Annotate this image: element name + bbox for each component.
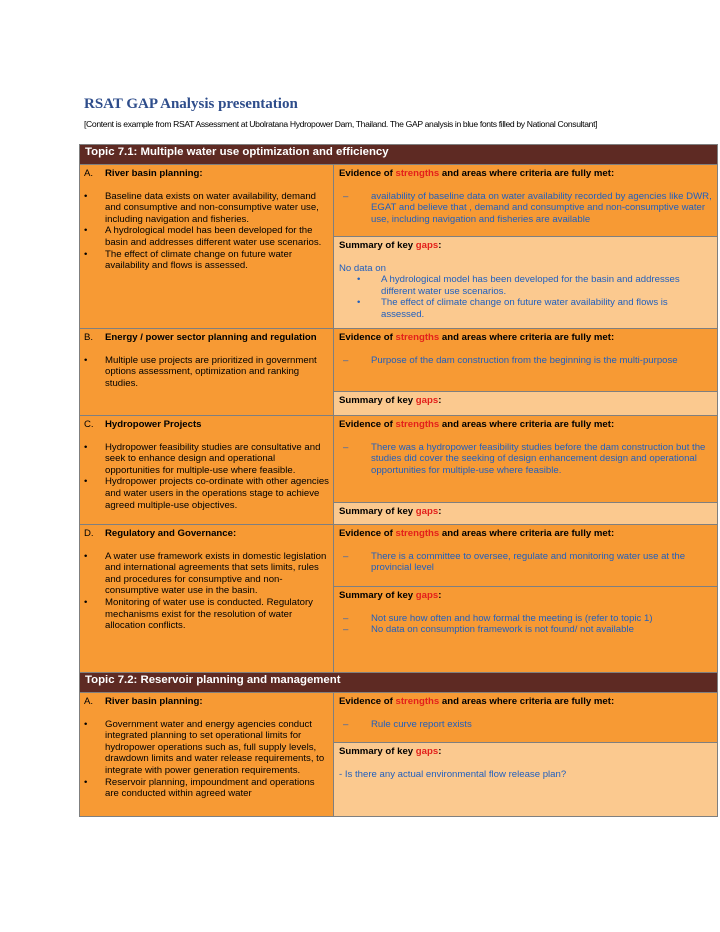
evidence-cell: Evidence of strengths and areas where criteria are fully met: – There is a committee to oversee, regulate and monitoring water use at the provincial level <box>334 525 718 587</box>
page-title: RSAT GAP Analysis presentation <box>84 96 298 112</box>
criteria-item: • Reservoir planning, impoundment and operations are conducted within agreed water <box>84 776 315 800</box>
gaps-cell: Summary of key gaps: – Not sure how often and how formal the meeting is (refer to topic 1) – No data on consumption framework is not found/ not available <box>334 587 718 673</box>
criteria-cell: A. River basin planning: • Government water and energy agencies conduct integrated planning to set operational limits for hydropower operations such as, full supply levels, drawdown limits and water release requirements, to integrate with power generation requirements. • Reservoir planning, impoundment and operations are conducted within agreed water <box>80 693 334 817</box>
topic-title: Topic 7.2: Reservoir planning and management <box>80 673 718 693</box>
evidence-cell: Evidence of strengths and areas where criteria are fully met: – Purpose of the dam construction from the beginning is the multi-purpose <box>334 329 718 392</box>
criteria-item: • Hydropower projects co-ordinate with other agencies and water users in the operations stage to achieve agreed multiple-use objectives. <box>84 476 329 511</box>
criteria-item: • The effect of climate change on future water availability and flows is assessed. <box>84 248 293 272</box>
topic-title: Topic 7.1: Multiple water use optimization and efficiency <box>80 145 718 165</box>
criteria-cell: D. Regulatory and Governance: • A water use framework exists in domestic legislation and international agreements that sets limits, rules and procedures for consumptive and non-consumptive water use in the basin. • Monitoring of water use is conducted. Regulatory mechanisms exist for the resolution of water allocation conflicts. <box>80 525 334 673</box>
gaps-cell <box>334 237 718 329</box>
evidence-cell: Evidence of strengths and areas where criteria are fully met: – There was a hydropower feasibility studies before the dam construction but the studies did cover the seeking of design enhancement design and operational opportunities for multiple-use where feasible. <box>334 416 718 503</box>
evidence-item: – There is a committee to oversee, regulate and monitoring water use at the provincial level <box>343 550 686 574</box>
evidence-heading: Evidence of strengths and areas where criteria are fully met: <box>339 168 615 179</box>
evidence-item: – availability of baseline data on water availability recorded by agencies like DWR, EGAT and believe that , demand and consumptive and non-consumptive water use, including navigation and fisheries are available <box>343 190 712 225</box>
criteria-cell: B. Energy / power sector planning and regulation • Multiple use projects are prioritized in government options assessment, optimization and ranking studies. <box>80 329 334 416</box>
section-heading: River basin planning: <box>105 168 203 179</box>
section-heading: River basin planning: <box>105 696 203 707</box>
gap-item: – Not sure how often and how formal the meeting is (refer to topic 1) <box>343 612 653 624</box>
evidence-item: – There was a hydropower feasibility studies before the dam construction but the studies did cover the seeking of design enhancement design and operational opportunities for multiple-use where feasible. <box>343 441 706 476</box>
topic-header <box>80 145 718 165</box>
criteria-item: • Monitoring of water use is conducted. Regulatory mechanisms exist for the resolution of water allocation conflicts. <box>84 596 313 632</box>
evidence-cell: Evidence of strengths and areas where criteria are fully met: – Rule curve report exists <box>334 693 718 743</box>
criteria-item: • A hydrological model has been developed for the basin and addresses different water use scenarios. <box>84 225 322 248</box>
criteria-item: • Baseline data exists on water availability, demand and consumptive and non-consumptive water use, including navigation and fisheries. <box>84 190 319 225</box>
evidence-item: – Rule curve report exists <box>343 718 472 730</box>
criteria-item: • A water use framework exists in domestic legislation and international agreements that sets limits, rules and procedures for consumptive and non-consumptive water use in the basin. <box>84 550 327 597</box>
evidence-item: – Purpose of the dam construction from the beginning is the multi-purpose <box>343 354 678 366</box>
criteria-cell <box>80 165 334 329</box>
criteria-item: • Hydropower feasibility studies are consultative and seek to enhance design and operational opportunities for multiple-use where feasible. <box>84 441 321 476</box>
gap-intro: No data on <box>339 262 386 274</box>
evidence-cell <box>334 165 718 237</box>
gaps-heading: Summary of key gaps: <box>339 240 442 251</box>
gap-item: - Is there any actual environmental flow release plan? <box>339 768 567 780</box>
gap-item: • A hydrological model has been developed for the basin and addresses different water use scenarios. <box>357 274 680 297</box>
gaps-cell: Summary of key gaps: <box>334 392 718 416</box>
criteria-item: • Multiple use projects are prioritized in government options assessment, optimization and ranking studies. <box>84 354 317 389</box>
gap-item: • The effect of climate change on future water availability and flows is assessed. <box>357 297 668 320</box>
section-heading: Regulatory and Governance: <box>105 528 237 539</box>
section-heading: Hydropower Projects <box>105 419 202 430</box>
section-letter: A. <box>84 168 94 179</box>
gap-analysis-table <box>79 144 718 817</box>
criteria-item: • Government water and energy agencies conduct integrated planning to set operational limits for hydropower operations such as, full supply levels, drawdown limits and water release requirements, to integrate with power generation requirements. <box>84 718 325 776</box>
section-heading: Energy / power sector planning and regulation <box>105 332 317 343</box>
topic-header <box>80 673 718 693</box>
criteria-cell: C. Hydropower Projects • Hydropower feasibility studies are consultative and seek to enhance design and operational opportunities for multiple-use where feasible. • Hydropower projects co-ordinate with other agencies and water users in the operations stage to achieve agreed multiple-use objectives. <box>80 416 334 525</box>
page-subtitle: [Content is example from RSAT Assessment at Ubolratana Hydropower Dam, Thailand. The GAP analysis in blue fonts filled by National Consultant] <box>84 119 598 129</box>
gaps-cell: Summary of key gaps: - Is there any actual environmental flow release plan? <box>334 743 718 817</box>
gap-item: – No data on consumption framework is not found/ not available <box>343 624 634 636</box>
gaps-cell: Summary of key gaps: <box>334 503 718 525</box>
